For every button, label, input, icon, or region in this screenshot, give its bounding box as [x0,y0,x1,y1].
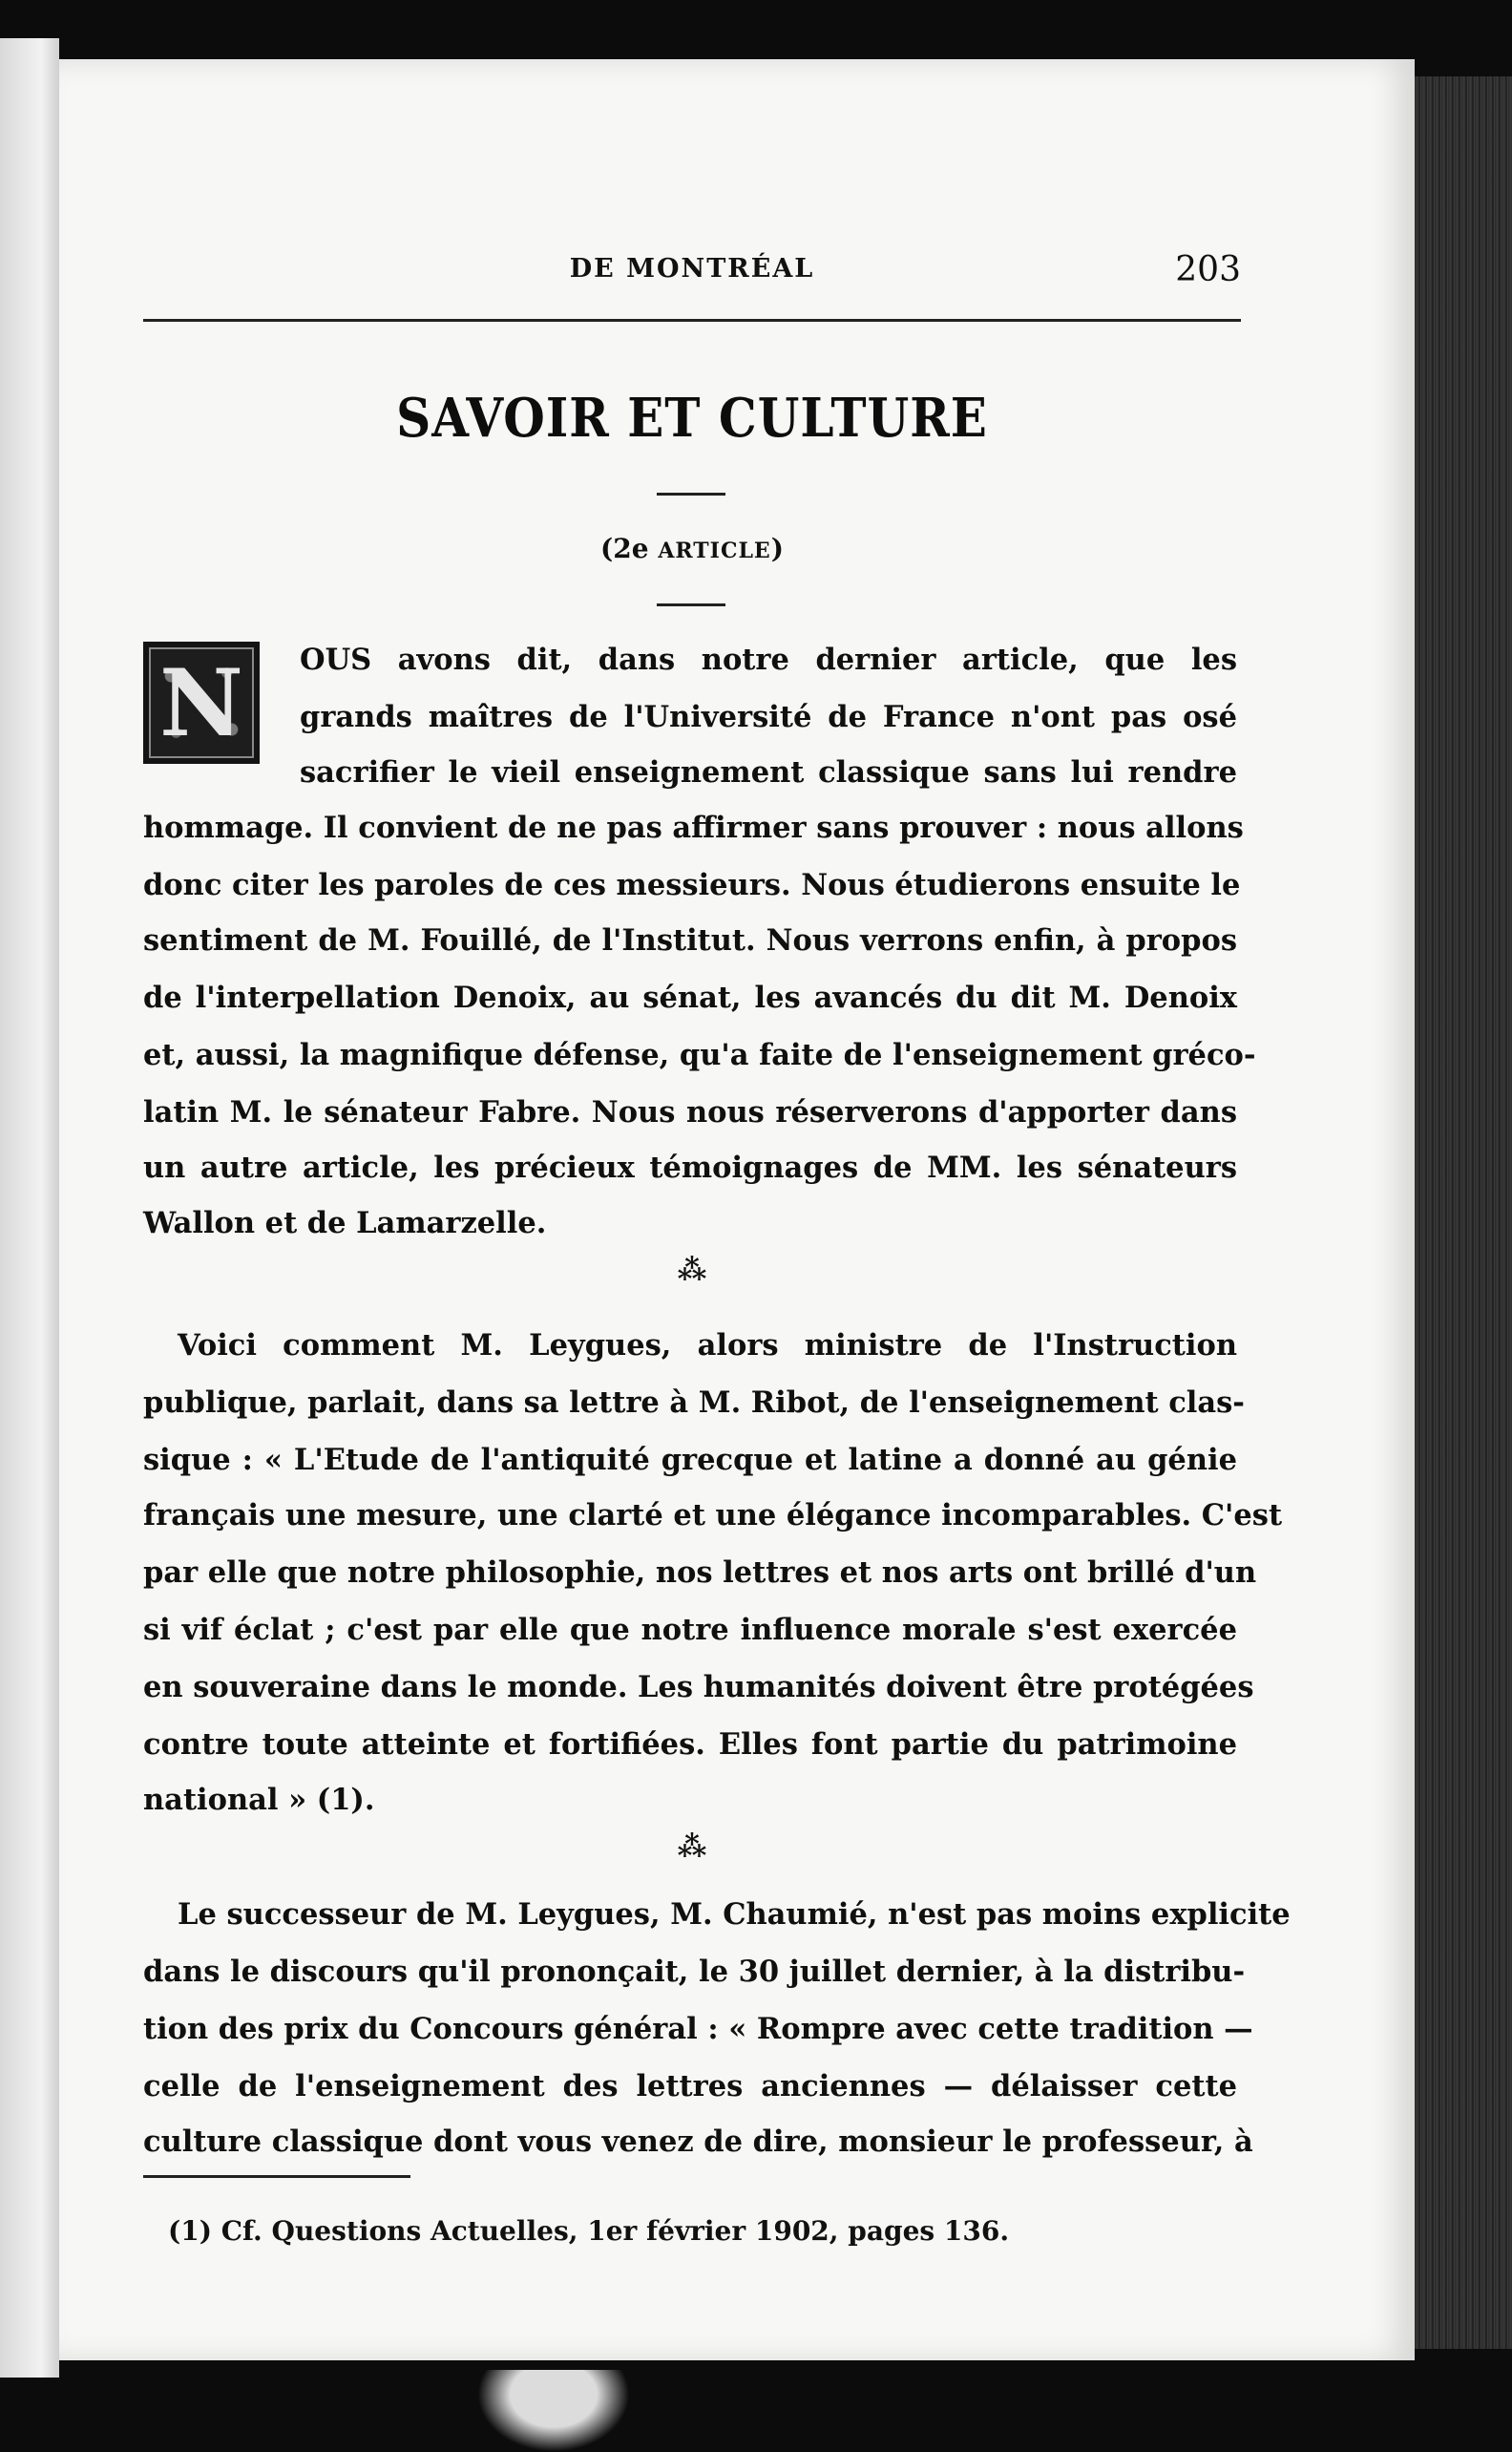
article-title: SAVOIR ET CULTURE [396,386,988,450]
text-line: Wallon et de Lamarzelle. [143,1206,547,1240]
text-line: sique : « L'Etude de l'antiquité grecque et latine a donné au génie [143,1443,1237,1477]
article-subtitle [143,533,1241,564]
text-line: latin M. le sénateur Fabre. Nous nous réserverons d'apporter dans [143,1095,1237,1130]
text-line: national » (1). [143,1783,375,1817]
text-line: français une mesure, une clarté et une élégance incomparables. C'est [143,1498,1283,1532]
text-line: OUS avons dit, dans notre dernier article, que les [300,643,1237,677]
text-line: publique, parlait, dans sa lettre à M. Ribot, de l'enseignement clas- [143,1385,1245,1420]
subtitle-rule [657,603,725,606]
text-line: par elle que notre philosophie, nos lettres et nos arts ont brillé d'un [143,1555,1257,1590]
section-separator: ⁂ [677,1830,707,1864]
text-line: de l'interpellation Denoix, au sénat, les avancés du dit M. Denoix [143,981,1237,1015]
running-head: DE MONTRÉAL [569,254,815,284]
drop-cap-ornament [143,642,260,764]
facing-page-edge [0,38,59,2378]
text-line: Voici comment M. Leygues, alors ministre de l'Instruction [178,1328,1237,1363]
text-line: hommage. Il convient de ne pas affirmer sans prouver : nous allons [143,811,1244,845]
section-separator: ⁂ [677,1254,707,1287]
page-number: 203 [1175,250,1241,289]
text-line: celle de l'enseignement des lettres anciennes — délaisser cette [143,2069,1237,2103]
text-line: Le successeur de M. Leygues, M. Chaumié, n'est pas moins explicite [178,1897,1291,1932]
header-rule [143,319,1241,322]
text-line: et, aussi, la magnifique défense, qu'a faite de l'enseignement gréco- [143,1038,1256,1072]
text-line: sentiment de M. Fouillé, de l'Institut. Nous verrons enfin, à propos [143,923,1237,958]
page-block-edges [1415,76,1512,2349]
text-line: en souveraine dans le monde. Les humanités doivent être protégées [143,1670,1254,1704]
subtitle-close: ) [770,533,784,564]
text-line: grands maîtres de l'Université de France n'ont pas osé [300,700,1237,734]
text-line: contre toute atteinte et fortifiées. Elles font partie du patrimoine [143,1727,1237,1762]
footnote-rule [143,2175,410,2178]
text-line: dans le discours qu'il prononçait, le 30 juillet dernier, à la distribu- [143,1955,1246,1989]
footnote: (1) Cf. Questions Actuelles, 1er février 1902, pages 136. [168,2215,1010,2247]
text-line: tion des prix du Concours général : « Rompre avec cette tradition — [143,2012,1253,2046]
paper-scrap [477,2370,630,2452]
page-header [143,250,1241,298]
text-line: sacrifier le vieil enseignement classique sans lui rendre [300,755,1237,790]
drop-cap-letter: N [149,647,254,758]
text-line: donc citer les paroles de ces messieurs. Nous étudierons ensuite le [143,868,1241,902]
title-rule [657,493,725,496]
text-line: culture classique dont vous venez de dire, monsieur le professeur, à [143,2124,1253,2159]
subtitle-open: (2e [600,533,649,564]
text-line: un autre article, les précieux témoignages de MM. les sénateurs [143,1151,1237,1185]
text-line: si vif éclat ; c'est par elle que notre influence morale s'est exercée [143,1613,1237,1647]
subtitle-article-word: ARTICLE [658,539,771,563]
